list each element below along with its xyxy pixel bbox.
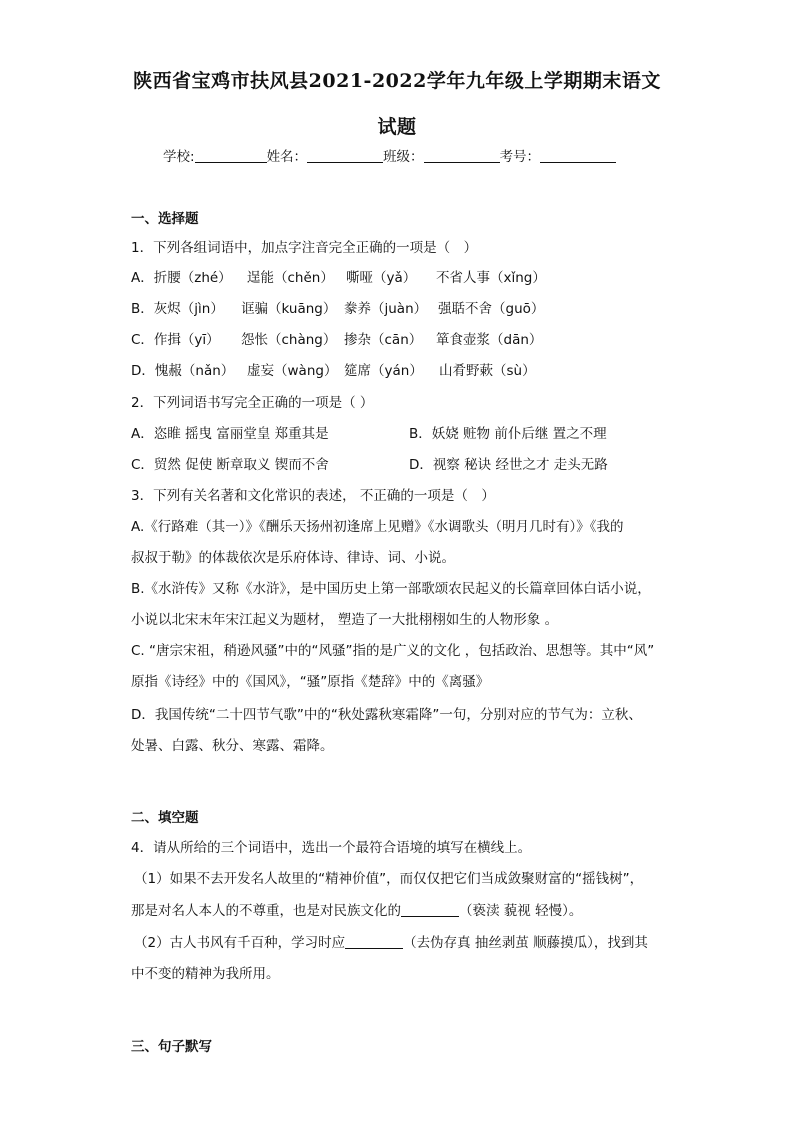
class-field[interactable]: [424, 148, 500, 163]
option-item: 诓骗（kuāng）: [241, 301, 337, 317]
option-item: C．贸然 促使 断章取义 锲而不舍: [131, 457, 329, 473]
question-1-option-c: [131, 328, 542, 348]
option-item: 逞能（chěn）: [247, 270, 334, 286]
option-item: 嘶哑（yǎ）: [346, 270, 417, 286]
question-4-part-2: [134, 931, 648, 951]
question-4-part-1-cont: [131, 899, 582, 919]
section-heading-recitation: 三、句子默写: [131, 1039, 212, 1055]
question-2-stem: 2．下列词语书写完全正确的一项是（ ）: [131, 395, 374, 411]
question-3-stem: 3．下列有关名著和文化常识的表述， 不正确的一项是（ ）: [131, 488, 495, 504]
question-3-option-d-cont: 处暑、白露、秋分、寒露、霜降。: [131, 738, 334, 754]
option-item: 虚妄（wàng）: [247, 363, 338, 379]
question-3-option-c: C. “唐宗宋祖，稍逊风骚”中的“风骚”指的是广义的文化 ，包括政治、思想等。其中“风”: [131, 643, 655, 659]
option-item: 强聒不舍（guō）: [438, 301, 545, 317]
question-1-option-b: [131, 297, 544, 317]
number-label: 考号：: [499, 149, 541, 165]
exam-title: 陕西省宝鸡市扶风县2021-2022学年九年级上学期期末语文: [133, 70, 661, 92]
class-label: 班级：: [383, 149, 424, 165]
question-2-options-cd: [131, 453, 608, 473]
question-2-options-ab: [131, 422, 607, 442]
option-item: 怨怅（chàng）: [241, 332, 337, 348]
option-item: A．恣睢 摇曳 富丽堂皇 郑重其是: [131, 426, 329, 442]
answer-blank[interactable]: [345, 935, 403, 949]
option-item: 掺杂（cān）: [344, 332, 423, 348]
question-4-part-2-cont: 中不变的精神为我所用。: [131, 966, 280, 982]
text-segment: 那是对名人本人的不尊重，也是对民族文化的: [131, 903, 401, 919]
school-label: 学校:: [163, 149, 195, 165]
text-segment: （去伪存真 抽丝剥茧 顺藤摸瓜），找到其: [403, 935, 648, 951]
question-1-option-a: [131, 266, 546, 286]
text-segment: （2）古人书风有千百种，学习时应: [134, 935, 346, 951]
text-segment: （亵渎 藐视 轻慢）。: [459, 903, 583, 919]
question-4-stem: 4．请从所给的三个词语中，选出一个最符合语境的填写在横线上。: [131, 840, 532, 856]
option-item: B．妖娆 赃物 前仆后继 置之不理: [409, 426, 607, 442]
number-field[interactable]: [540, 148, 616, 163]
option-item: A．折腰（zhé）: [131, 270, 232, 286]
name-field[interactable]: [307, 148, 383, 163]
exam-title-continued: 试题: [377, 116, 417, 138]
option-item: D．视察 秘诀 经世之才 走头无路: [409, 457, 608, 473]
question-1-option-d: [131, 359, 536, 379]
option-item: B．灰烬（jìn）: [131, 301, 224, 317]
question-3-option-a: A.《行路难（其一）》《酬乐天扬州初逢席上见赠》《水调歌头（明月几时有）》《我的: [131, 519, 624, 535]
question-3-option-d: D．我国传统“二十四节气歌”中的“秋处露秋寒霜降”一句，分别对应的节气为：立秋、: [131, 707, 642, 723]
option-item: 不省人事（xǐng）: [436, 270, 546, 286]
question-3-option-a-cont: 叔叔于勒》的体裁依次是乐府体诗、律诗、词、小说。: [131, 550, 455, 566]
question-1-stem: 1．下列各组词语中，加点字注音完全正确的一项是（ ）: [131, 240, 478, 256]
question-4-part-1: （1）如果不去开发名人故里的“精神价值”，而仅仅把它们当成敛聚财富的“摇钱树”，: [134, 871, 644, 887]
name-label: 姓名：: [266, 149, 308, 165]
question-3-option-c-cont: 原指《诗经》中的《国风》，“骚”原指《楚辞》中的《离骚》: [131, 674, 490, 690]
option-item: 筵席（yán）: [344, 363, 423, 379]
answer-blank[interactable]: [401, 903, 459, 917]
option-item: 豢养（juàn）: [344, 301, 428, 317]
student-info-row: [163, 145, 616, 165]
section-heading-choice: 一、选择题: [131, 211, 199, 227]
question-3-option-b: B.《水浒传》又称《水浒》，是中国历史上第一部歌颂农民起义的长篇章回体白话小说，: [131, 581, 651, 597]
option-item: C．作揖（yī）: [131, 332, 220, 348]
option-item: D．愧赧（nǎn）: [131, 363, 235, 379]
section-heading-fill: 二、填空题: [131, 810, 199, 826]
option-item: 箪食壶浆（dān）: [436, 332, 543, 348]
question-3-option-b-cont: 小说以北宋末年宋江起义为题材， 塑造了一大批栩栩如生的人物形象 。: [131, 612, 559, 628]
school-field[interactable]: [195, 148, 267, 163]
option-item: 山肴野蔌（sù）: [439, 363, 536, 379]
